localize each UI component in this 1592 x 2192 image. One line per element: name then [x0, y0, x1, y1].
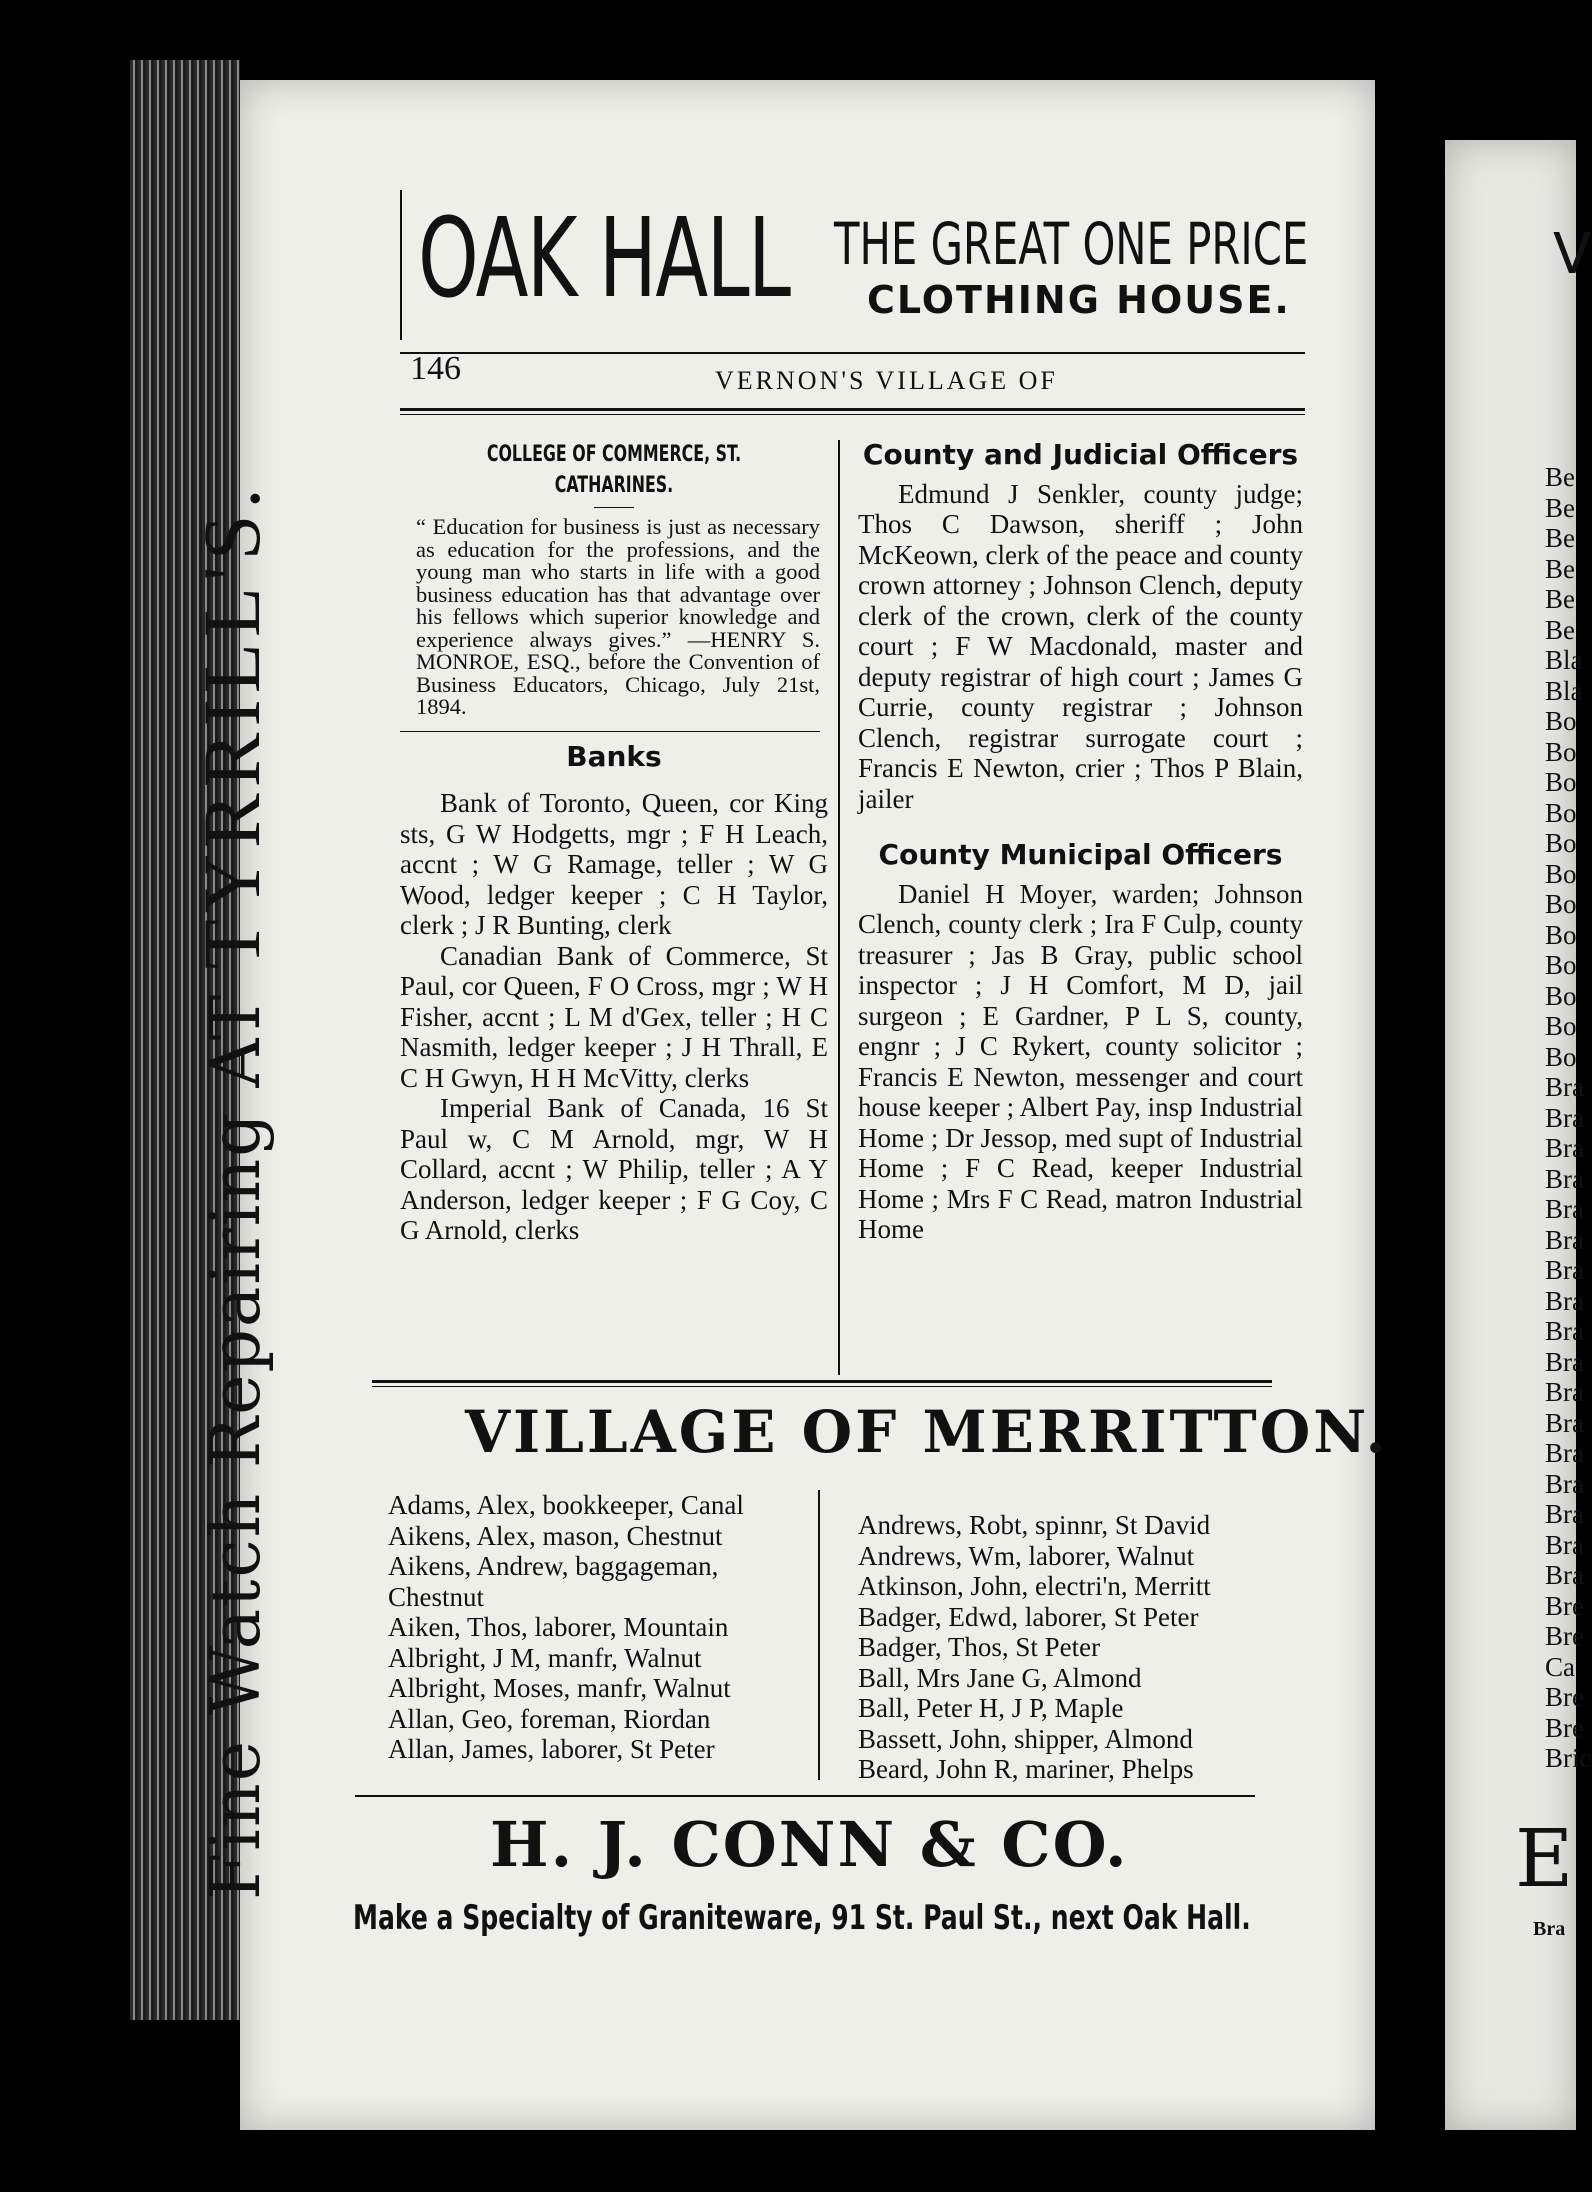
fragment: Bra — [1545, 1072, 1584, 1102]
next-page-ad-sub-fragment: Bra — [1533, 1918, 1566, 1940]
fragment: Bre — [1545, 1621, 1584, 1651]
fragment: Bra — [1545, 1255, 1584, 1285]
fragment: Ca — [1545, 1651, 1575, 1682]
fragment: Bra — [1545, 1529, 1584, 1560]
directory-entry: Albright, Moses, manfr, Walnut — [388, 1673, 731, 1703]
fragment: Bra — [1545, 1346, 1584, 1377]
directory-entry: Allan, James, laborer, St Peter — [388, 1734, 715, 1764]
fragment: Bra — [1545, 1133, 1584, 1163]
fragment: Bra — [1545, 1499, 1584, 1529]
header-rule — [400, 352, 1305, 354]
left-column — [400, 440, 828, 1246]
fragment: Bra — [1545, 1194, 1584, 1224]
fragment: Bre — [1545, 1712, 1584, 1743]
fragment: Be — [1545, 523, 1575, 553]
fragment: Bra — [1545, 1407, 1584, 1438]
directory-entry: Andrews, Wm, laborer, Walnut — [858, 1540, 1195, 1571]
fragment: Bo — [1545, 919, 1577, 950]
fragment: Bra — [1545, 1468, 1584, 1499]
section-rule-thin — [372, 1386, 1272, 1387]
directory-entry: Adams, Alex, bookkeeper, Canal — [388, 1490, 744, 1520]
fragment: Bra — [1545, 1438, 1584, 1468]
county-municipal-text: Daniel H Moyer, warden; Johnson Clench, county clerk ; Ira F Culp, county treasurer ; Jas B Gray, public school inspector ; J H Comfort, M D, jail surgeon ; E Gardner, P L S, county, engnr ; J C Rykert, county solicitor ; Francis E Newton, messenger and court house keeper ; Albert Pay, insp Industrial Home ; Dr Jessop, med supt of Industrial Home ; F C Read, keeper Industrial Home ; Mrs F C Read, matron Industrial Home — [858, 878, 1303, 1244]
fragment: Bo — [1545, 889, 1577, 919]
conn-tagline: Make a Specialty of Graniteware, 91 St. Paul St., next Oak Hall. — [353, 1898, 1251, 1938]
fragment: Bo — [1545, 828, 1577, 858]
fragment: Bre — [1545, 1682, 1584, 1712]
fragment: Bra — [1545, 1316, 1584, 1346]
next-page-ad-fragment: E — [1515, 1812, 1574, 1905]
page-number: 146 — [410, 350, 461, 387]
directory-entry: Aikens, Alex, mason, Chestnut — [388, 1520, 723, 1551]
directory-entry: Albright, J M, manfr, Walnut — [388, 1642, 702, 1673]
college-rule — [594, 507, 634, 508]
next-page-heading-fragment: V — [1553, 222, 1592, 287]
oak-hall-subtitle: CLOTHING HOUSE. — [867, 278, 1291, 322]
top-rule — [400, 408, 1305, 411]
fragment: Bre — [1545, 1590, 1584, 1621]
merritton-right-list — [832, 1510, 1287, 1785]
fragment: Bric — [1545, 1743, 1592, 1773]
fragment: Bra — [1545, 1102, 1584, 1133]
fragment: Bo — [1545, 858, 1577, 889]
merritton-left-list — [362, 1490, 812, 1765]
side-advertisement — [185, 482, 279, 1900]
fragment: Be — [1545, 462, 1575, 492]
fragment: Bo — [1545, 797, 1577, 828]
footer-rule — [355, 1795, 1255, 1797]
fragment: Bo — [1545, 1041, 1577, 1072]
directory-entry: Badger, Thos, St Peter — [858, 1632, 1101, 1662]
directory-entry: Aiken, Thos, laborer, Mountain — [388, 1612, 729, 1642]
directory-entry: Aikens, Andrew, baggageman, Chestnut — [388, 1551, 719, 1612]
fragment: Bo — [1545, 767, 1577, 797]
directory-entry: Ball, Mrs Jane G, Almond — [858, 1662, 1142, 1693]
fragment: Bo — [1545, 980, 1577, 1011]
bank-entry: Canadian Bank of Commerce, St Paul, cor Queen, F O Cross, mgr ; W H Fisher, accnt ; L M d'Gex, teller ; H C Nasmith, ledger keeper ; J H Thrall, E C H Gwyn, H H McVitty, clerks — [400, 940, 828, 1093]
column-divider — [838, 440, 840, 1375]
county-judicial-heading: County and Judicial Officers — [862, 438, 1299, 471]
fragment: Bra — [1545, 1163, 1584, 1194]
conn-company-name: H. J. CONN & CO. — [490, 1808, 1129, 1881]
fragment: Be — [1545, 614, 1575, 645]
banks-heading: Banks — [566, 739, 662, 773]
fragment: Be — [1545, 492, 1575, 523]
side-ad-text: Fine Watch Repairing AT — [197, 969, 276, 1900]
oak-hall-slogan: THE GREAT ONE PRICE — [834, 210, 1309, 278]
fragment: Bo — [1545, 1011, 1577, 1041]
merritton-divider — [818, 1490, 820, 1780]
directory-entry: Ball, Peter H, J P, Maple — [858, 1693, 1124, 1723]
merritton-heading: VILLAGE OF MERRITTON. — [465, 1398, 1389, 1466]
right-column — [858, 440, 1303, 1245]
directory-entry: Badger, Edwd, laborer, St Peter — [858, 1601, 1199, 1632]
directory-entry: Beard, John R, mariner, Phelps — [858, 1754, 1194, 1784]
fragment: Bla — [1545, 645, 1583, 675]
bank-entry: Bank of Toronto, Queen, cor King sts, G W Hodgetts, mgr ; F H Leach, accnt ; W G Ramage, teller ; W G Wood, ledger keeper ; C H Taylor, clerk ; J R Bunting, clerk — [400, 788, 828, 940]
directory-entry: Bassett, John, shipper, Almond — [858, 1723, 1193, 1754]
fragment: Bo — [1545, 950, 1577, 980]
running-title: VERNON'S VILLAGE OF — [715, 366, 1058, 395]
oak-hall-advertisement — [400, 190, 1312, 340]
directory-entry: Andrews, Robt, spinnr, St David — [858, 1510, 1211, 1540]
fragment: Bo — [1545, 736, 1577, 767]
top-rule-thin — [400, 414, 1305, 415]
fragment: Be — [1545, 553, 1575, 584]
section-rule — [372, 1380, 1272, 1383]
fragment: Bra — [1545, 1285, 1584, 1316]
county-judicial-text: Edmund J Senkler, county judge; Thos C Dawson, sheriff ; John McKeown, clerk of the peace and county crown attorney ; Johnson Clench, deputy clerk of the crown, clerk of the county court ; F W Macdonald, master and deputy registrar of high court ; James G Currie, county registrar ; Johnson Clench, registrar surrogate court ; Francis E Newton, crier ; Thos P Blain, jailer — [858, 478, 1303, 814]
directory-entry: Allan, Geo, foreman, Riordan — [388, 1703, 711, 1734]
oak-hall-name: OAK HALL — [418, 194, 790, 322]
directory-entry: Atkinson, John, electri'n, Merritt — [858, 1571, 1211, 1601]
fragment: Be — [1545, 584, 1575, 614]
side-ad-business: TYRRILL'S. — [186, 482, 277, 970]
county-municipal-heading: County Municipal Officers — [878, 838, 1283, 871]
fragment: Bra — [1545, 1560, 1584, 1590]
next-page-fragments — [1545, 462, 1592, 1774]
fragment: Bo — [1545, 706, 1577, 736]
college-quote: “ Education for business is just as necessary as education for the professions, and the young man who starts in life with a good business education has that advantage over his fellows which superior knowledge and experience always gives.” —HENRY S. MONROE, ESQ., before the Convention of Business Educators, Chicago, July 21st, 1894. — [416, 514, 820, 719]
fragment: Bra — [1545, 1224, 1584, 1255]
college-heading: COLLEGE OF COMMERCE, ST. CATHARINES. — [486, 442, 742, 498]
fragment: Bla — [1545, 675, 1583, 706]
fragment: Bra — [1545, 1377, 1584, 1407]
college-bottom-rule — [400, 731, 820, 732]
bank-entry: Imperial Bank of Canada, 16 St Paul w, C M Arnold, mgr, W H Collard, accnt ; W Philip, teller ; A Y Anderson, ledger keeper ; F G Coy, C G Arnold, clerks — [400, 1093, 828, 1245]
